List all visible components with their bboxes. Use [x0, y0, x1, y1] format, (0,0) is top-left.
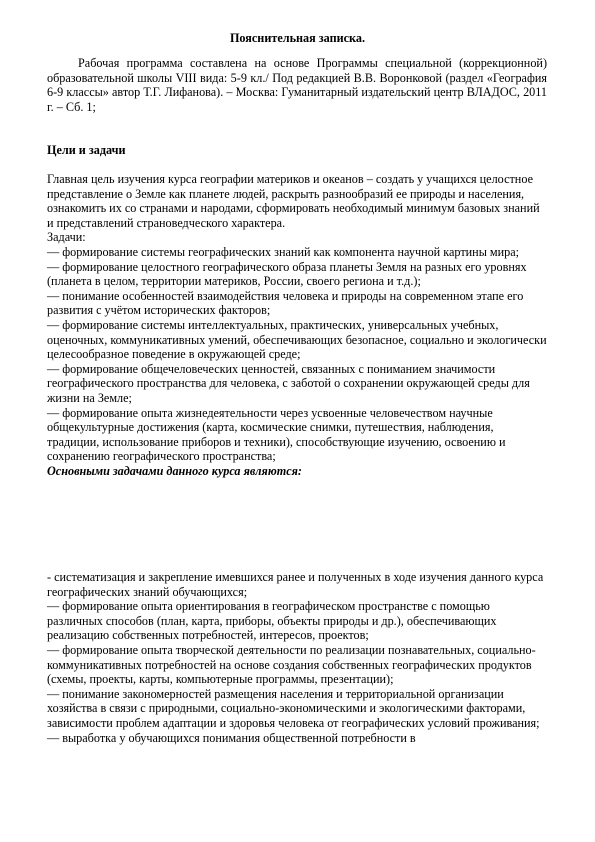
task-item: — формирование системы интеллектуальных, практических, универсальных учебных, оценочных, коммуникативных умений, обеспечивающих безопасное, социально и экологически целесообразное поведение в окружающей среде; [47, 317, 547, 362]
task-item: — формирование системы географических знаний как компонента научной картины мира; [47, 244, 520, 259]
main-task-item: — формирование опыта ориентирования в географическом пространстве с помощью различных способов (план, карта, приборы, объекты природы и др.), обеспечивающих реализацию собственных потребностей, интересов, проектов; [47, 599, 497, 643]
task-item: — формирование опыта жизнедеятельности через усвоенные человечеством научные общекультурные достижения (карта, космические снимки, путешествия, наблюдения, традиции, использование приборов и техники), способствующие изучению, освоению и сохранению географического пространства; [47, 405, 506, 464]
main-task-item: — формирование опыта творческой деятельности по реализации познавательных, социально-коммуникативных потребностей на основе создания собственных географических продуктов (схемы, проекты, карты, компьютерные программы, презентации); [47, 642, 536, 687]
tasks-label: Задачи: [47, 230, 86, 245]
main-task-item: — понимание закономерностей размещения населения и территориальной организации хозяйства в связи с природными, социально-экономическими и экологическими факторами, зависимости проблем адаптации и здоровья человека от географических условий проживания; [47, 686, 540, 730]
main-task-item: - систематизация и закрепление имевшихся ранее и полученных в ходе изучения данного курса географических знаний обучающихся; [47, 570, 544, 599]
document-title: Пояснительная записка. [229, 31, 366, 45]
task-item: — формирование общечеловеческих ценностей, связанных с пониманием значимости географического пространства для человека, с заботой о сохранении окружающей среды для жизни на Земле; [47, 361, 530, 405]
main-task-item: — выработка у обучающихся понимания общественной потребности в [47, 730, 416, 745]
task-item: — понимание особенностей взаимодействия человека и природы на современном этапе его развития с учётом исторических факторов; [47, 288, 524, 318]
goals-section [47, 172, 547, 478]
main-tasks-section [47, 570, 547, 745]
intro-paragraph: Рабочая программа составлена на основе Программы специальной (коррекционной) образовательной школы VIII вида: 5-9 кл./ Под редакцией В.В. Воронковой (раздел «География 6-9 классы» автор Т.Г. Лифанова). – Москва: Гуманитарный издательский центр ВЛАДОС, 2011 г. – Сб. 1; [47, 56, 547, 114]
task-item: — формирование целостного географического образа планеты Земля на разных его уровнях (планета в целом, территории материков, России, своего региона и т.д.); [47, 259, 527, 289]
main-tasks-heading: Основными задачами данного курса являются: [47, 463, 302, 478]
goals-heading: Цели и задачи [47, 143, 126, 157]
main-goal-paragraph: Главная цель изучения курса географии материков и океанов – создать у учащихся целостное представление о Земле как планете людей, раскрыть разнообразий ее природы и населения, ознакомить их со странами и народами, сформировать необходимый минимум базовых знаний и представлений страноведческого характера. [47, 172, 540, 230]
